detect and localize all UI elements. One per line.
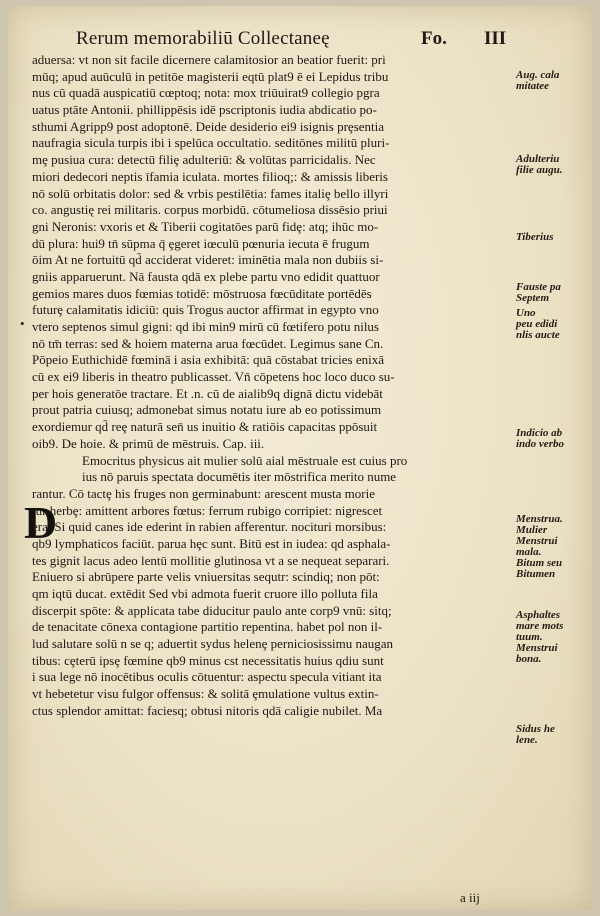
- text-line: i sua lege nō inocētibus oculis cōtuentur: aspectu specula vitiant ita: [32, 669, 382, 685]
- text-line: Pōpeio Euthichidē fœminā i asia exhibitā: quā cōstabat tricies enixā: [32, 352, 384, 368]
- text-line: tur herbȩ: amittent arbores fœtus: ferrum rubigo corripiet: nigrescet: [32, 502, 383, 518]
- text-line: qb9 lymphaticos faciūt. parua hȩc sunt. Bitū est in iudea: qd asphala-: [32, 535, 391, 551]
- paragraph-mark-icon: •: [20, 316, 25, 331]
- text-line: ȩra. Si quid canes ide ederint in rabien afferentur. nocituri morsibus:: [32, 519, 387, 535]
- margin-note: Asphaltes mare mots tuum. Menstrui bona.: [516, 609, 564, 665]
- text-line: vt hebetetur visu fulgor offensus: & solitā ȩmulatione vultus extin-: [32, 686, 379, 702]
- text-line: Eniuero si abrūpere parte velis vniuersitas sequtr: scindiq; non pōt:: [32, 569, 380, 585]
- margin-note: Aug. cala mitatee: [516, 69, 560, 92]
- text-line: prout patria cuiusq; admonebat simus notatu iure ab eo potissimum: [32, 402, 382, 418]
- text-line: co. angustię rei militaris. corpus morbidū. cōtumeliosa dissēsio priui: [32, 202, 388, 218]
- text-line: gemios mares duos fœmias totidē: mōstruosa fœcūditate portēdēs: [32, 285, 372, 301]
- page-header: [76, 28, 516, 54]
- text-line: nō solū orbitatis dolor: sed & vrbis pestilētia: fames italiȩ bello illyri: [32, 185, 389, 201]
- chapter-heading: oib9. De hoie. & primū de mēstruis. Cap. iii.: [32, 435, 265, 451]
- text-line: miori dedecori neptis īfamia iculata. mortes filioq;: & amissis liberis: [32, 168, 388, 184]
- book-page: [8, 6, 592, 910]
- main-text-block: [32, 52, 512, 720]
- text-line: dū plura: hui9 tn̄ sūpma q̄ ȩgeret iœculū pœnuria iecuta ē frugum: [32, 235, 370, 251]
- text-line: sthumi Agripp9 post adoptonē. Deide desiderio ei9 isignis prȩsentia: [32, 118, 385, 134]
- text-line: mūq; apud auūculū in petitōe magisterii eqtū plat9 ē ei Lepidus tribu: [32, 68, 389, 84]
- text-line: mȩ pusiua cura: detectū filiȩ adulteriū: & volūtas parricidalis. Nec: [32, 152, 376, 168]
- margin-note: Tiberius: [516, 231, 554, 243]
- signature-mark: a iij: [460, 890, 480, 905]
- text-line: ius nō paruis spectata documētis iter mōstrifica merito nume: [82, 469, 397, 485]
- text-line: nus cū quadā auspicatiū cœptoq; nota: mox triūuirat9 collegio pgra: [32, 85, 380, 101]
- text-line: uatus ptāte Antonii. phillippēsis idē pscriptonis iudia abdicatio po-: [32, 102, 377, 118]
- text-line: cū ex ei9 liberis in theatro publicasset. Vn̄ cōpetens hoc loco duco su-: [32, 369, 395, 385]
- text-line: tibus: cȩterū ipsȩ fœmine qb9 minus cst necessitatis huius qdiu sunt: [32, 652, 384, 668]
- text-line: aduersa: vt non sit facile dicernere calamitosior an beatior fuerit: pri: [32, 52, 386, 67]
- text-line: de tenacitate cōnexa contagione partitio repentina. habet pol non il-: [32, 619, 383, 635]
- text-line: futurȩ calamitatis idiciū: quis Trogus auctor affirmat in egypto vno: [32, 302, 379, 318]
- text-line: lud salutare solū n se q; aduertit sydus helenȩ perniciosissimu naugan: [32, 636, 394, 652]
- text-line: exordiemur qd̄ reȩ naturā sen̄ us inuitio & ratiōis capacitas ppōsuit: [32, 419, 378, 435]
- margin-note: Adulteriu filie augu.: [516, 153, 563, 176]
- margin-note: Sidus he lene.: [516, 723, 555, 746]
- text-line: rantur. Cō tactȩ his fruges non germinabunt: arescent musta morie: [32, 485, 375, 501]
- drop-capital: D: [24, 497, 58, 548]
- text-line: naufragia sicula turpis ibi i spelūca occultatio. seditōnes militū pluri-: [32, 135, 390, 151]
- margin-note: Indicio ab indo verbo: [516, 427, 564, 450]
- text-line: discerpit spōte: & applicata tabe diducitur paulo ante corp9 vnū: sitq;: [32, 602, 392, 618]
- text-line: qm iqtū ducat. extēdit Sed vbi admota fuerit cruore illo polluta fila: [32, 586, 378, 601]
- text-line: vtero septenos simul gigni: qd ibi min9 mirū cū fœtifero potu nilus: [32, 319, 379, 334]
- margin-note: Uno peu edidi nlis aucte: [516, 307, 560, 341]
- folio-number: III: [484, 28, 507, 49]
- margin-note: Menstrua. Mulier Menstrui mala. Bitum seu Bitumen: [516, 513, 563, 580]
- margin-note: Fauste pa Septem: [516, 281, 561, 304]
- text-line: ōim At ne fortuitū qd̄ acciderat videret: iminētia mala non dubiis si-: [32, 252, 384, 268]
- text-line: gni Neronis: vxoris et & Tiberii cogitatōes parū fidȩ: atq; ihūc mo-: [32, 218, 379, 234]
- text-line: Emocritus physicus ait mulier solū aial mēstruale est cuius pro: [82, 452, 408, 468]
- text-line: gniis apparuerunt. Nā fausta qdā ex plebe partu vno edidit quattuor: [32, 268, 380, 284]
- text-line: nō tm̄ terras: sed & hoiem materna arua fœcūdet. Legimus sane Cn.: [32, 335, 384, 351]
- text-line: ctus splendor amittat: faciesq; obtusi nitoris qdā caligie nubilet. Ma: [32, 702, 383, 718]
- text-line: per hois generatōe tractare. Et .n. cū de aialib9q dignā dictu videbāt: [32, 385, 383, 401]
- folio-label: Fo.: [421, 28, 447, 49]
- running-title: Rerum memorabiliū Collectaneę: [76, 28, 330, 49]
- text-line: tes gignit lacus adeo lentū mollitie glutinosa vt a se nequeat separari.: [32, 552, 390, 568]
